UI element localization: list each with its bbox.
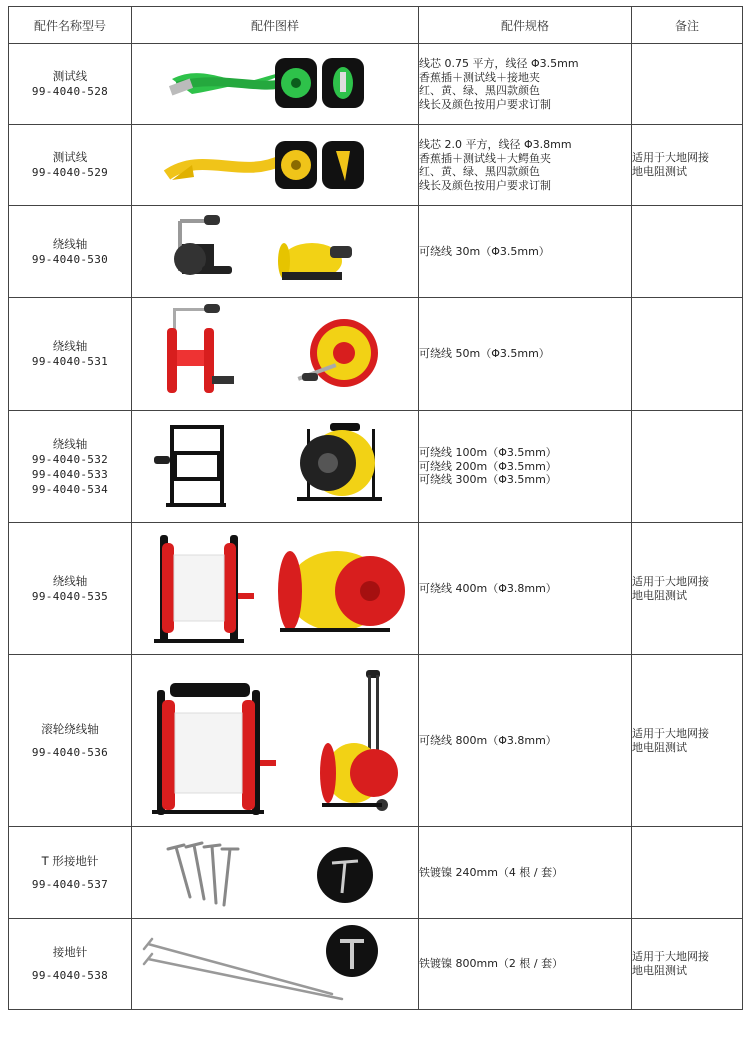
image-cell bbox=[132, 125, 419, 206]
accessory-table bbox=[8, 6, 743, 1010]
note-cell bbox=[632, 523, 743, 655]
name-cell bbox=[9, 919, 132, 1010]
name-cell bbox=[9, 523, 132, 655]
part-name: 绕线轴 bbox=[52, 339, 88, 353]
small-black-reel-image bbox=[132, 206, 419, 297]
spec-line: 红、黄、绿、黑四款颜色 bbox=[419, 165, 540, 178]
name-cell bbox=[9, 655, 132, 827]
table-row bbox=[9, 206, 743, 298]
header-image: 配件图样 bbox=[132, 7, 419, 44]
part-code: 99-4040-530 bbox=[31, 252, 109, 266]
spec-line: 线芯 0.75 平方，线径 Φ3.5mm bbox=[419, 57, 579, 70]
spec-line: 可绕线 800m（Φ3.8mm） bbox=[419, 733, 557, 747]
name-cell bbox=[9, 125, 132, 206]
part-code: 99-4040-529 bbox=[31, 166, 109, 179]
spec-cell bbox=[419, 206, 632, 298]
name-cell bbox=[9, 298, 132, 411]
part-name: T 形接地针 bbox=[41, 853, 99, 868]
spec-line: 香蕉插＋测试线＋接地夹 bbox=[419, 70, 540, 84]
part-name: 绕线轴 bbox=[52, 236, 88, 251]
image-cell bbox=[132, 411, 419, 523]
spec-cell bbox=[419, 919, 632, 1010]
name-cell bbox=[9, 44, 132, 125]
name-cell bbox=[9, 827, 132, 919]
spec-cell bbox=[419, 411, 632, 523]
spec-line: 线长及颜色按用户要求订制 bbox=[419, 178, 551, 192]
part-name: 接地针 bbox=[52, 945, 88, 959]
spec-line: 可绕线 30m（Φ3.5mm） bbox=[419, 244, 550, 258]
part-name: 测试线 bbox=[52, 69, 88, 83]
note-line: 地电阻测试 bbox=[632, 588, 687, 602]
header-name: 配件名称型号 bbox=[9, 7, 132, 44]
part-code: 99-4040-535 bbox=[31, 589, 109, 603]
table-row bbox=[9, 125, 743, 206]
black-frame-reel-image bbox=[132, 411, 419, 522]
t-ground-stakes-image bbox=[132, 827, 419, 918]
roller-reel-800m-image bbox=[132, 655, 419, 826]
note-cell bbox=[632, 827, 743, 919]
spec-line: 红、黄、绿、黑四款颜色 bbox=[419, 84, 540, 97]
note-line: 适用于大地网接 bbox=[632, 950, 709, 963]
image-cell bbox=[132, 298, 419, 411]
spec-line: 铁镀镍 800mm（2 根 / 套） bbox=[419, 957, 564, 971]
green-test-lead-image bbox=[132, 44, 419, 124]
header-row bbox=[9, 7, 743, 44]
spec-line: 可绕线 300m（Φ3.5mm） bbox=[419, 473, 557, 487]
table-row bbox=[9, 411, 743, 523]
spec-cell bbox=[419, 298, 632, 411]
image-cell bbox=[132, 206, 419, 298]
image-cell bbox=[132, 44, 419, 125]
name-cell bbox=[9, 411, 132, 523]
image-cell bbox=[132, 655, 419, 827]
image-cell bbox=[132, 523, 419, 655]
note-line: 地电阻测试 bbox=[632, 165, 687, 178]
red-reel-50m-image bbox=[132, 298, 419, 410]
spec-cell bbox=[419, 655, 632, 827]
table-row bbox=[9, 827, 743, 919]
part-code: 99-4040-533 bbox=[31, 467, 109, 481]
ground-stakes-image bbox=[132, 919, 419, 1009]
part-code: 99-4040-532 bbox=[31, 452, 109, 466]
header-note: 备注 bbox=[632, 7, 743, 44]
note-cell bbox=[632, 411, 743, 523]
name-cell bbox=[9, 206, 132, 298]
yellow-test-lead-image bbox=[132, 125, 419, 205]
note-line: 适用于大地网接 bbox=[632, 151, 709, 164]
spec-cell bbox=[419, 125, 632, 206]
table-row bbox=[9, 919, 743, 1010]
spec-cell bbox=[419, 523, 632, 655]
spec-line: 香蕉插＋测试线＋大鳄鱼夹 bbox=[419, 151, 551, 165]
spec-line: 铁镀镍 240mm（4 根 / 套） bbox=[419, 865, 564, 879]
header-spec: 配件规格 bbox=[419, 7, 632, 44]
part-code: 99-4040-534 bbox=[31, 482, 109, 496]
spec-line: 线长及颜色按用户要求订制 bbox=[419, 97, 551, 111]
part-code: 99-4040-538 bbox=[31, 969, 109, 982]
part-code: 99-4040-536 bbox=[31, 745, 109, 759]
table-row bbox=[9, 44, 743, 125]
spec-line: 线芯 2.0 平方，线径 Φ3.8mm bbox=[419, 138, 572, 151]
table-row bbox=[9, 298, 743, 411]
image-cell bbox=[132, 827, 419, 919]
spec-line: 可绕线 100m（Φ3.5mm） bbox=[419, 446, 557, 460]
part-code: 99-4040-531 bbox=[31, 355, 109, 368]
table-row bbox=[9, 655, 743, 827]
part-code: 99-4040-528 bbox=[31, 85, 109, 98]
part-name: 测试线 bbox=[52, 150, 88, 164]
note-cell bbox=[632, 44, 743, 125]
note-line: 地电阻测试 bbox=[632, 964, 687, 977]
part-name: 绕线轴 bbox=[52, 573, 88, 588]
note-cell bbox=[632, 298, 743, 411]
spec-line: 可绕线 50m（Φ3.5mm） bbox=[419, 347, 550, 361]
note-cell bbox=[632, 919, 743, 1010]
note-cell bbox=[632, 206, 743, 298]
note-cell bbox=[632, 655, 743, 827]
part-code: 99-4040-537 bbox=[31, 877, 109, 891]
table-row bbox=[9, 523, 743, 655]
note-line: 地电阻测试 bbox=[632, 740, 687, 754]
spec-cell bbox=[419, 827, 632, 919]
spec-line: 可绕线 200m（Φ3.5mm） bbox=[419, 459, 557, 473]
note-line: 适用于大地网接 bbox=[632, 574, 709, 588]
part-name: 绕线轴 bbox=[52, 436, 88, 451]
part-name: 滚轮绕线轴 bbox=[41, 721, 99, 736]
spec-cell bbox=[419, 44, 632, 125]
large-reel-400m-image bbox=[132, 523, 419, 654]
image-cell bbox=[132, 919, 419, 1010]
note-line: 适用于大地网接 bbox=[632, 726, 709, 740]
spec-line: 可绕线 400m（Φ3.8mm） bbox=[419, 581, 557, 595]
note-cell bbox=[632, 125, 743, 206]
